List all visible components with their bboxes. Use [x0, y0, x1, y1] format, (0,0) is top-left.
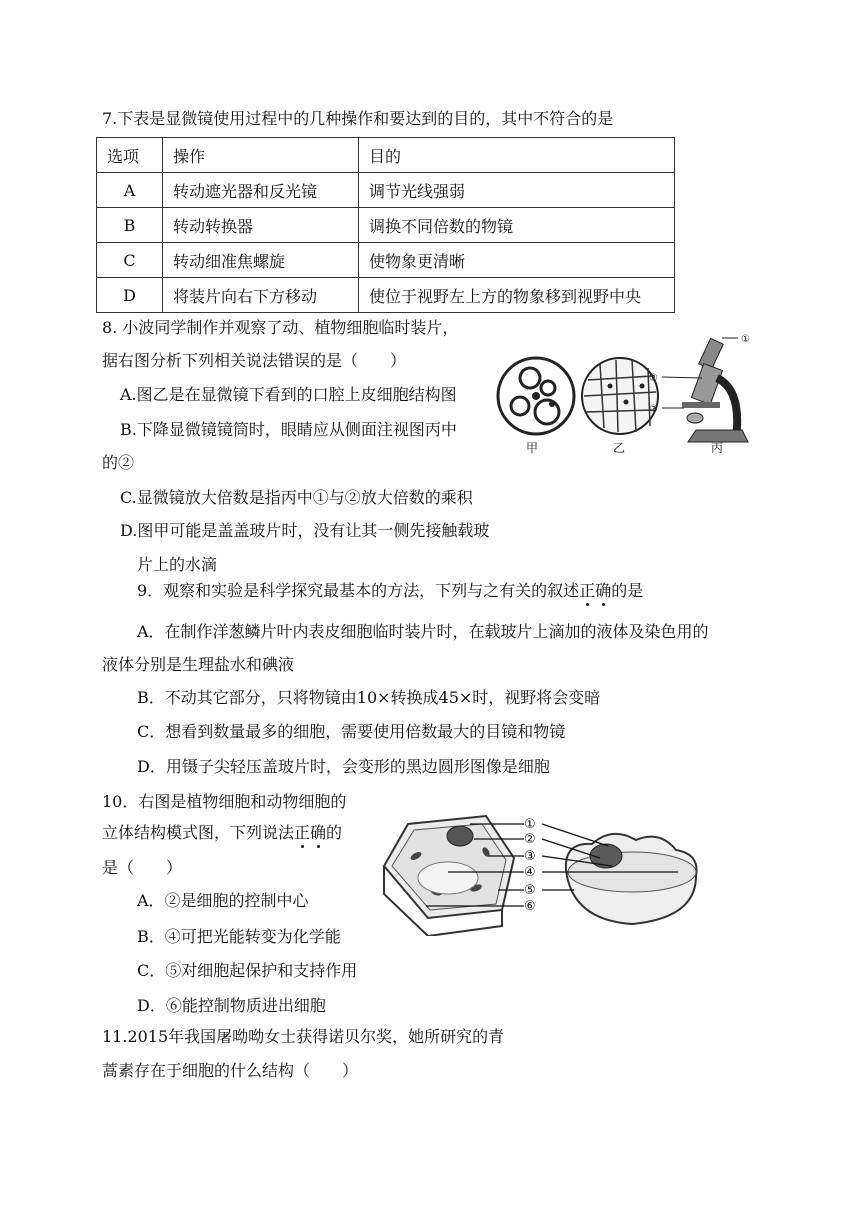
header-operation: 操作 [163, 138, 359, 173]
q11-stem-line2: 蒿素存在于细胞的什么结构（ ） [102, 1061, 359, 1080]
q10-option-a: A．②是细胞的控制中心 [137, 891, 309, 910]
table-header-row [97, 138, 675, 173]
table-row [97, 243, 675, 278]
q8-option-c: C.显微镜放大倍数是指丙中①与②放大倍数的乘积 [120, 488, 473, 507]
figure-jia-cells [498, 358, 574, 434]
plant-cell [384, 816, 514, 936]
q8-stem-line1: 8. 小波同学制作并观察了动、植物细胞临时装片， [102, 318, 459, 337]
animal-cell [566, 834, 697, 924]
table-row [97, 173, 675, 208]
label-5: ⑤ [524, 883, 536, 898]
emphasis-char: 正 [294, 823, 311, 842]
q8-option-b-line2: 的② [102, 453, 135, 472]
label-jia: 甲 [525, 441, 539, 455]
cell-option: A [97, 173, 163, 208]
q8-option-a: A.图乙是在显微镜下看到的口腔上皮细胞结构图 [120, 385, 457, 404]
cell-option: C [97, 243, 163, 278]
label-6: ⑥ [524, 899, 536, 914]
label-n2: ② [649, 373, 658, 384]
cell-operation: 转动细准焦螺旋 [163, 243, 359, 278]
cell-operation: 转动遮光器和反光镜 [163, 173, 359, 208]
label-n3: ③ [649, 404, 658, 415]
q8-option-d-line2: 片上的水滴 [137, 555, 218, 574]
q11-stem-line1: 11.2015年我国屠呦呦女士获得诺贝尔奖，她所研究的青 [102, 1027, 505, 1046]
label-2: ② [524, 832, 536, 847]
q8-option-d-line1: D.图甲可能是盖盖玻片时，没有让其一侧先接触载玻 [120, 521, 490, 540]
cell-operation: 转动转换器 [163, 208, 359, 243]
q9-stem-pre: 9．观察和实验是科学探究最基本的方法，下列与之有关的叙述 [137, 581, 580, 600]
cell-operation: 将装片向右下方移动 [163, 278, 359, 313]
q7-stem: 7.下表是显微镜使用过程中的几种操作和要达到的目的，其中不符合的是 [102, 109, 614, 128]
emphasis-char: 确 [595, 581, 612, 600]
q10-option-d: D．⑥能控制物质进出细胞 [137, 996, 326, 1015]
label-1: ① [524, 817, 536, 832]
label-3: ③ [524, 849, 536, 864]
cell-purpose: 使位于视野左上方的物象移到视野中央 [359, 278, 675, 313]
label-4: ④ [524, 865, 536, 880]
label-yi: 乙 [612, 441, 626, 455]
cell-purpose: 调节光线强弱 [359, 173, 675, 208]
q9-option-a-line2: 液体分别是生理盐水和碘液 [102, 655, 295, 674]
q9-option-c: C．想看到数量最多的细胞，需要使用倍数最大的目镜和物镜 [137, 722, 566, 741]
header-purpose: 目的 [359, 138, 675, 173]
q9-option-d: D．用镊子尖轻压盖玻片时，会变形的黑边圆形图像是细胞 [137, 757, 550, 776]
q9-option-a-line1: A．在制作洋葱鳞片叶内表皮细胞临时装片时，在载玻片上滴加的液体及染色用的 [137, 622, 709, 641]
table-row [97, 278, 675, 313]
q10-stem-line3: 是（ ） [102, 858, 183, 877]
q9-option-b: B．不动其它部分，只将物镜由10×转换成45×时，视野将会变暗 [137, 688, 601, 707]
q10-stem-line1: 10．右图是植物细胞和动物细胞的 [102, 792, 347, 811]
q10-option-b: B．④可把光能转变为化学能 [137, 927, 341, 946]
emphasis-char: 正 [579, 581, 596, 600]
emphasis-char: 确 [310, 823, 327, 842]
q10-option-c: C．⑤对细胞起保护和支持作用 [137, 961, 358, 980]
q10-stem-line2 [102, 822, 342, 844]
q10-figure [378, 806, 703, 936]
header-option: 选项 [97, 138, 163, 173]
table-row [97, 208, 675, 243]
cell-option: D [97, 278, 163, 313]
cell-purpose: 使物象更清晰 [359, 243, 675, 278]
label-bing: 丙 [710, 441, 724, 455]
q8-figure [492, 330, 762, 460]
q9-stem [137, 580, 643, 602]
q10-stem-line2-post: 的 [326, 823, 343, 842]
label-n1: ① [741, 334, 750, 345]
q7-table [96, 137, 675, 313]
figure-bing-microscope [662, 338, 748, 442]
q8-option-b-line1: B.下降显微镜镜筒时，眼睛应从侧面注视图丙中 [120, 420, 457, 439]
q8-stem-line2: 据右图分析下列相关说法错误的是（ ） [102, 351, 407, 370]
cell-option: B [97, 208, 163, 243]
figure-yi-cells [582, 358, 658, 434]
cell-purpose: 调换不同倍数的物镜 [359, 208, 675, 243]
q10-stem-line2-pre: 立体结构模式图，下列说法 [102, 823, 295, 842]
q9-stem-post: 的是 [611, 581, 644, 600]
